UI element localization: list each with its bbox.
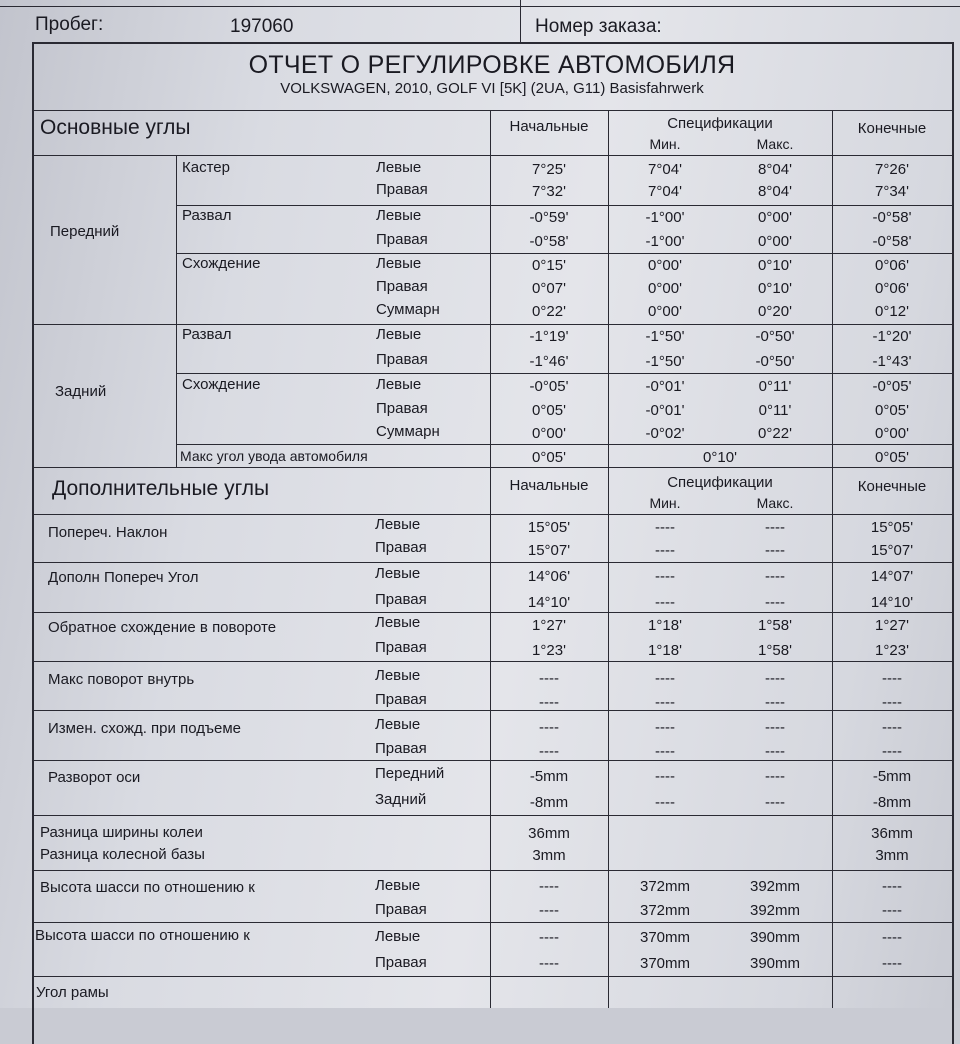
- main-row-3-max: 0°00': [758, 233, 792, 250]
- main-row-6-min: 0°00': [648, 303, 682, 320]
- main-row-4-final: 0°06': [875, 257, 909, 274]
- extra-col-final-header: Конечные: [857, 478, 927, 495]
- extra-row-4-max: 1°58': [758, 617, 792, 634]
- extra-row-rule: [32, 562, 952, 563]
- extra-row-rule: [32, 661, 952, 662]
- extra-row-label: Измен. схожд. при подъеме: [48, 720, 242, 737]
- thrust-rule: [176, 444, 952, 445]
- extra-row-9-initial: ----: [539, 743, 559, 760]
- main-row-10-max: 0°11': [758, 402, 792, 419]
- extra-row-rule: [32, 870, 952, 871]
- extra-row-11-initial: -8mm: [529, 794, 569, 811]
- side-label: Левые: [375, 614, 421, 631]
- ride-height-b-0-initial: ----: [539, 929, 559, 946]
- extra-row-5-min: 1°18': [648, 642, 682, 659]
- main-row-5-min: 0°00': [648, 280, 682, 297]
- extra-row-8-max: ----: [765, 719, 785, 736]
- extra-row-3-min: ----: [655, 594, 675, 611]
- main-row-1-final: 7°34': [875, 183, 909, 200]
- main-row-1-min: 7°04': [648, 183, 682, 200]
- report-subtitle: VOLKSWAGEN, 2010, GOLF VI [5K] (2UA, G11) Basisfahrwerk: [280, 80, 704, 97]
- thrust-final: 0°05': [875, 449, 909, 466]
- main-header-rule: [32, 155, 952, 156]
- extra-row-label: Дополн Попереч Угол: [48, 569, 199, 586]
- wheelbase-diff-final: 3mm: [875, 847, 909, 864]
- extra-col-max-header: Макс.: [756, 495, 794, 511]
- main-row-8-final: -1°43': [872, 353, 912, 370]
- extra-row-1-min: ----: [655, 542, 675, 559]
- main-row-6-final: 0°12': [875, 303, 909, 320]
- extra-row-0-min: ----: [655, 519, 675, 536]
- main-row-9-initial: -0°05': [529, 378, 569, 395]
- extra-row-4-min: 1°18': [648, 617, 682, 634]
- extra-row-2-max: ----: [765, 568, 785, 585]
- extra-row-4-initial: 1°27': [532, 617, 566, 634]
- main-row-5-initial: 0°07': [532, 280, 566, 297]
- extra-row-1-max: ----: [765, 542, 785, 559]
- side-label: Правая: [376, 400, 428, 417]
- main-row-6-max: 0°20': [758, 303, 792, 320]
- side-label: Суммарн: [376, 423, 440, 440]
- angle-group-label: Развал: [182, 326, 232, 343]
- extra-row-10-min: ----: [655, 768, 675, 785]
- extra-top-rule: [32, 467, 952, 468]
- ride-height-b-0-max: 390mm: [749, 929, 801, 946]
- final-column-rule: [832, 110, 833, 467]
- side-label: Передний: [375, 765, 445, 782]
- side-label: Левые: [375, 716, 421, 733]
- main-row-9-final: -0°05': [872, 378, 912, 395]
- main-row-9-max: 0°11': [758, 378, 792, 395]
- main-row-0-max: 8°04': [758, 161, 792, 178]
- extra-row-11-max: ----: [765, 794, 785, 811]
- main-row-5-max: 0°10': [758, 280, 792, 297]
- extra-row-5-initial: 1°23': [532, 642, 566, 659]
- main-row-8-min: -1°50': [645, 353, 685, 370]
- main-row-0-final: 7°26': [875, 161, 909, 178]
- thrust-angle-label: Макс угол увода автомобиля: [180, 448, 368, 464]
- group-rule: [176, 253, 952, 254]
- extra-row-rule: [32, 612, 952, 613]
- main-row-3-initial: -0°58': [529, 233, 569, 250]
- side-label: Правая: [375, 740, 427, 757]
- extra-row-rule: [32, 922, 952, 923]
- side-label: Правая: [375, 539, 427, 556]
- main-angles-heading: Основные углы: [40, 116, 191, 139]
- extra-row-7-max: ----: [765, 694, 785, 711]
- ride-height-label: Высота шасси по отношению к: [40, 879, 255, 896]
- main-row-4-min: 0°00': [648, 257, 682, 274]
- extra-row-7-final: ----: [882, 694, 902, 711]
- extra-row-1-initial: 15°07': [527, 542, 571, 559]
- angle-group-label: Развал: [182, 207, 232, 224]
- spec-column-rule: [608, 467, 609, 1008]
- group-rule: [176, 373, 952, 374]
- ride-height-b-0-final: ----: [882, 929, 902, 946]
- extra-row-9-final: ----: [882, 743, 902, 760]
- extra-row-5-final: 1°23': [875, 642, 909, 659]
- col-spec-header: Спецификации: [667, 115, 773, 132]
- group-column-rule: [176, 155, 177, 467]
- ride-height-a-0-max: 392mm: [749, 878, 801, 895]
- main-row-9-min: -0°01': [645, 378, 685, 395]
- side-label: Левые: [375, 516, 421, 533]
- thrust-spec: 0°10': [703, 449, 737, 466]
- rear-axle-label: Задний: [55, 383, 107, 400]
- side-label: Левые: [375, 928, 421, 945]
- angle-group-label: Схождение: [182, 376, 261, 393]
- col-final-header: Конечные: [857, 120, 927, 137]
- main-row-7-final: -1°20': [872, 328, 912, 345]
- ride-height-a-1-initial: ----: [539, 902, 559, 919]
- mileage-value: 197060: [230, 16, 294, 37]
- col-initial-header: Начальные: [509, 118, 589, 135]
- extra-row-4-final: 1°27': [875, 617, 909, 634]
- side-label: Левые: [375, 667, 421, 684]
- extra-row-11-final: -8mm: [872, 794, 912, 811]
- extra-row-label: Обратное схождение в повороте: [48, 619, 277, 636]
- extra-row-rule: [32, 710, 952, 711]
- ride-height-b-0-min: 370mm: [639, 929, 691, 946]
- extra-row-2-final: 14°07': [870, 568, 914, 585]
- axle-rule: [32, 324, 952, 325]
- ride-height-a-0-initial: ----: [539, 878, 559, 895]
- mileage-label: Пробег:: [35, 14, 104, 35]
- extra-angles-heading: Дополнительные углы: [52, 477, 270, 500]
- extra-row-8-final: ----: [882, 719, 902, 736]
- main-row-8-max: -0°50': [755, 353, 795, 370]
- main-row-5-final: 0°06': [875, 280, 909, 297]
- main-row-8-initial: -1°46': [529, 353, 569, 370]
- side-label: Правая: [375, 954, 427, 971]
- wheelbase-diff-initial: 3mm: [532, 847, 566, 864]
- side-label: Левые: [376, 159, 422, 176]
- frame-angle-label: Угол рамы: [36, 984, 109, 1001]
- main-row-10-min: -0°01': [645, 402, 685, 419]
- side-label: Левые: [376, 376, 422, 393]
- track-width-diff-final: 36mm: [871, 825, 913, 842]
- track-width-diff-initial: 36mm: [528, 825, 570, 842]
- top-rule: [0, 6, 960, 7]
- extra-row-rule: [32, 976, 952, 977]
- extra-row-5-max: 1°58': [758, 642, 792, 659]
- main-row-2-final: -0°58': [872, 209, 912, 226]
- extra-row-6-max: ----: [765, 670, 785, 687]
- main-row-7-initial: -1°19': [529, 328, 569, 345]
- main-row-2-max: 0°00': [758, 209, 792, 226]
- main-row-4-initial: 0°15': [532, 257, 566, 274]
- report-title: ОТЧЕТ О РЕГУЛИРОВКЕ АВТОМОБИЛЯ: [248, 51, 736, 79]
- ride-height-a-1-max: 392mm: [749, 902, 801, 919]
- side-label: Правая: [375, 901, 427, 918]
- side-label: Левые: [375, 877, 421, 894]
- side-label: Левые: [376, 207, 422, 224]
- main-row-0-min: 7°04': [648, 161, 682, 178]
- extra-row-label: Макс поворот внутрь: [48, 671, 195, 688]
- main-row-1-max: 8°04': [758, 183, 792, 200]
- thrust-initial: 0°05': [532, 449, 566, 466]
- extra-row-11-min: ----: [655, 794, 675, 811]
- wheelbase-diff-label: Разница колесной базы: [40, 846, 205, 863]
- main-row-2-min: -1°00': [645, 209, 685, 226]
- main-row-11-max: 0°22': [758, 425, 792, 442]
- extra-row-1-final: 15°07': [870, 542, 914, 559]
- extra-row-3-max: ----: [765, 594, 785, 611]
- extra-row-label: Разворот оси: [48, 769, 141, 786]
- ride-height-label: Высота шасси по отношению к: [35, 927, 250, 944]
- order-number-label: Номер заказа:: [535, 16, 662, 37]
- main-row-3-min: -1°00': [645, 233, 685, 250]
- top-divider: [520, 0, 521, 42]
- extra-row-7-initial: ----: [539, 694, 559, 711]
- front-axle-label: Передний: [50, 223, 120, 240]
- side-label: Левые: [376, 326, 422, 343]
- final-column-rule: [832, 467, 833, 1008]
- side-label: Суммарн: [376, 301, 440, 318]
- main-row-10-initial: 0°05': [532, 402, 566, 419]
- col-min-header: Мин.: [649, 136, 681, 152]
- side-label: Правая: [376, 278, 428, 295]
- extra-row-3-final: 14°10': [870, 594, 914, 611]
- main-row-11-final: 0°00': [875, 425, 909, 442]
- side-label: Задний: [375, 791, 427, 808]
- side-label: Левые: [375, 565, 421, 582]
- side-label: Правая: [376, 181, 428, 198]
- side-label: Правая: [375, 591, 427, 608]
- ride-height-b-1-final: ----: [882, 955, 902, 972]
- main-row-10-final: 0°05': [875, 402, 909, 419]
- extra-row-rule: [32, 815, 952, 816]
- extra-row-9-max: ----: [765, 743, 785, 760]
- extra-row-10-initial: -5mm: [529, 768, 569, 785]
- main-row-11-initial: 0°00': [532, 425, 566, 442]
- main-row-3-final: -0°58': [872, 233, 912, 250]
- extra-row-0-max: ----: [765, 519, 785, 536]
- side-label: Правая: [375, 691, 427, 708]
- extra-row-0-initial: 15°05': [527, 519, 571, 536]
- main-row-7-max: -0°50': [755, 328, 795, 345]
- ride-height-a-1-min: 372mm: [639, 902, 691, 919]
- side-label: Правая: [375, 639, 427, 656]
- extra-row-0-final: 15°05': [870, 519, 914, 536]
- angle-group-label: Схождение: [182, 255, 261, 272]
- extra-row-6-final: ----: [882, 670, 902, 687]
- extra-row-rule: [32, 760, 952, 761]
- extra-row-2-initial: 14°06': [527, 568, 571, 585]
- extra-row-2-min: ----: [655, 568, 675, 585]
- initial-column-rule: [490, 467, 491, 1008]
- initial-column-rule: [490, 110, 491, 467]
- spec-column-rule: [608, 110, 609, 467]
- ride-height-a-1-final: ----: [882, 902, 902, 919]
- main-row-11-min: -0°02': [645, 425, 685, 442]
- ride-height-b-1-initial: ----: [539, 955, 559, 972]
- extra-row-8-min: ----: [655, 719, 675, 736]
- side-label: Правая: [376, 351, 428, 368]
- group-rule: [176, 205, 952, 206]
- main-row-1-initial: 7°32': [532, 183, 566, 200]
- ride-height-b-1-min: 370mm: [639, 955, 691, 972]
- main-row-2-initial: -0°59': [529, 209, 569, 226]
- ride-height-b-1-max: 390mm: [749, 955, 801, 972]
- angle-group-label: Кастер: [182, 159, 230, 176]
- ride-height-a-0-min: 372mm: [639, 878, 691, 895]
- extra-col-min-header: Мин.: [649, 495, 681, 511]
- extra-col-initial-header: Начальные: [509, 477, 589, 494]
- extra-col-spec-header: Спецификации: [667, 474, 773, 491]
- ride-height-a-0-final: ----: [882, 878, 902, 895]
- main-row-7-min: -1°50': [645, 328, 685, 345]
- main-row-6-initial: 0°22': [532, 303, 566, 320]
- side-label: Левые: [376, 255, 422, 272]
- extra-row-3-initial: 14°10': [527, 594, 571, 611]
- extra-row-label: Попереч. Наклон: [48, 524, 168, 541]
- col-max-header: Макс.: [756, 136, 794, 152]
- side-label: Правая: [376, 231, 428, 248]
- extra-row-6-initial: ----: [539, 670, 559, 687]
- extra-row-10-final: -5mm: [872, 768, 912, 785]
- extra-row-6-min: ----: [655, 670, 675, 687]
- main-row-0-initial: 7°25': [532, 161, 566, 178]
- extra-row-8-initial: ----: [539, 719, 559, 736]
- track-width-diff-label: Разница ширины колеи: [40, 824, 203, 841]
- extra-row-9-min: ----: [655, 743, 675, 760]
- main-top-rule: [32, 110, 952, 111]
- extra-row-7-min: ----: [655, 694, 675, 711]
- main-row-4-max: 0°10': [758, 257, 792, 274]
- extra-header-rule: [32, 514, 952, 515]
- extra-row-10-max: ----: [765, 768, 785, 785]
